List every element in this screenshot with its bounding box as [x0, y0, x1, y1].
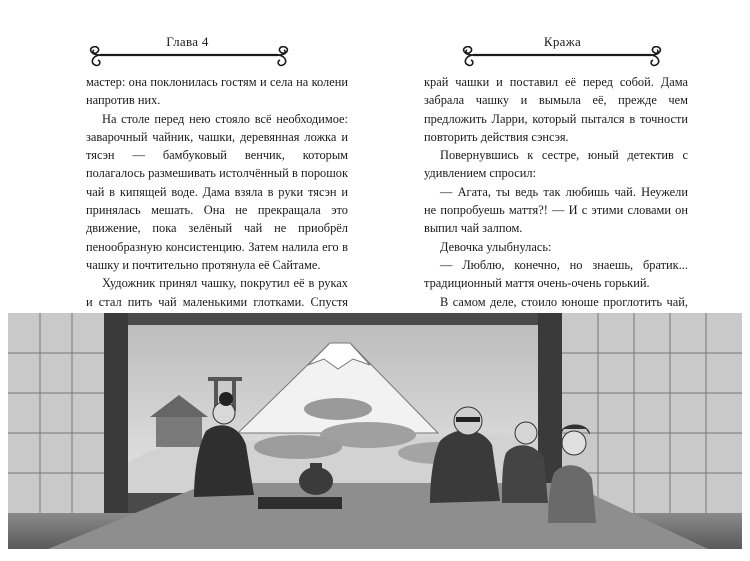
paragraph: Повернувшись к сестре, юный детектив с удивлением спросил:: [424, 148, 688, 181]
paragraph: — Люблю, конечно, но знаешь, братик... традиционный маття очень-очень горький.: [424, 257, 688, 291]
tea-ceremony-illustration: [8, 313, 742, 549]
paragraph: На столе перед нею стояло всё необходимое: заварочный чайник, чашки, деревянная ложка и тясэн — бамбуковый венчик, которым полагалось размешивать истолчённый в порошок чай в кипящей воде. Дама взяла в руки тясэн и принялась мешать. Она не прекращала это движение, пока зелёный чай не приобрёл пенообразную консистенцию. Затем налила его в чашку и почтительно протянула её Сайтаме.: [86, 111, 348, 272]
paragraph: мастер: она поклонилась гостям и села на колени напротив них.: [86, 75, 348, 108]
paragraph: — Агата, ты ведь так любишь чай. Неужели не попробуешь маття?! — И с этими словами он выпил чай залпом.: [424, 184, 688, 236]
scroll-ornament-icon: [86, 46, 292, 68]
running-head-title: Кража: [543, 34, 582, 49]
paragraph: Девочка улыбнулась:: [440, 239, 552, 254]
right-page-text: [424, 73, 688, 329]
scroll-ornament-icon: [459, 46, 665, 68]
paragraph: край чашки и поставил её перед собой. Дама забрала чашку и вымыла её, прежде чем предложить Ларри, который пытался в точности повторить действия сэнсэя.: [424, 75, 688, 144]
running-head-chapter: Глава 4: [166, 34, 209, 49]
left-page-text: [86, 73, 348, 347]
paragraph: Художник принял чашку, покрутил её в руках и стал пить чай маленькими глотками. Спустя: [86, 276, 348, 309]
paragraph: В самом деле, стоило юноше проглотить чай,: [440, 294, 688, 309]
